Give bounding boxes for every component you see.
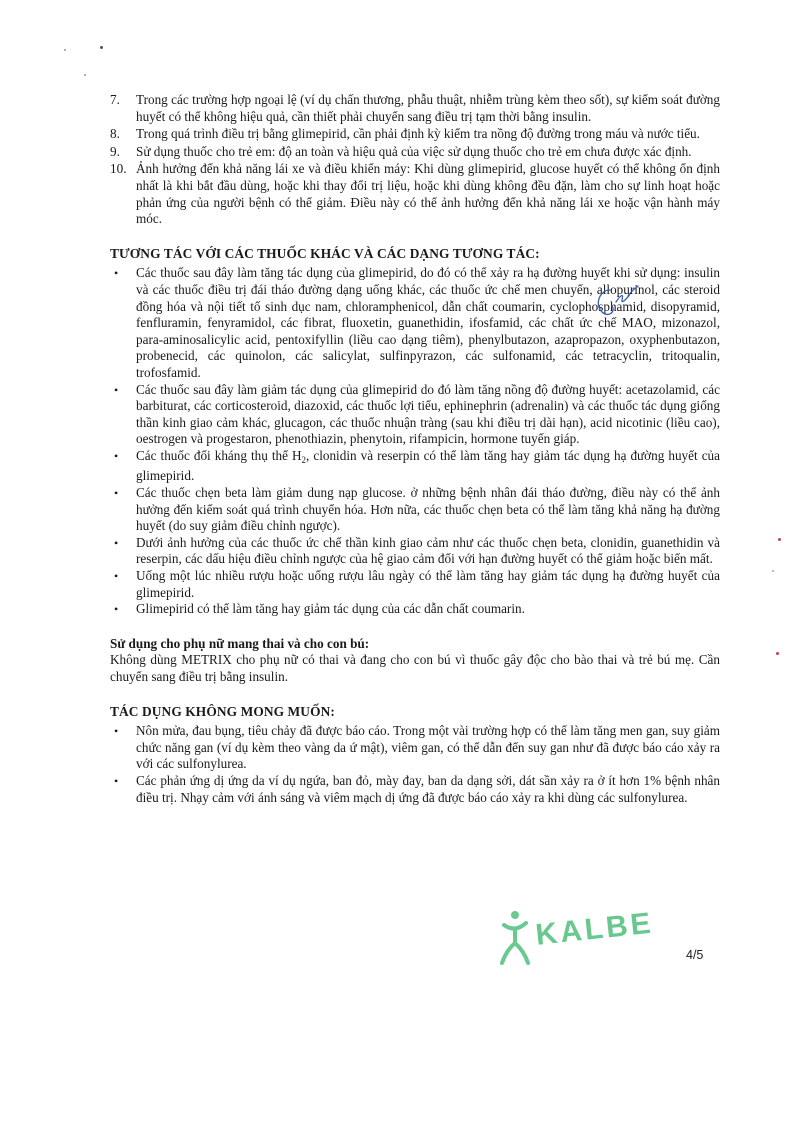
item-text: , clonidin và reserpin có thể làm tăng hay giảm tác dụng hạ đường huyết của glimepirid. xyxy=(136,447,720,484)
scan-speck xyxy=(772,570,774,572)
scan-speck xyxy=(84,74,86,76)
bullet-icon: • xyxy=(114,486,119,501)
item-text: Trong quá trình điều trị bằng glimepirid, cần phải định kỳ kiểm tra nồng độ đường trong máu và nước tiểu. xyxy=(136,126,700,142)
list-item xyxy=(110,773,720,806)
scan-speck xyxy=(776,652,779,655)
scan-speck xyxy=(64,49,66,51)
bullet-icon: • xyxy=(114,448,119,463)
item-text: Các thuốc chẹn beta làm giảm dung nạp glucose. ở những bệnh nhân đái tháo đường, điều này có thể ảnh hưởng đến kiểm soát quá trình chuyển hóa. Hơn nữa, các thuốc chẹn beta có thể làm tăng khả năng hạ đường huyết (do suy giảm điều chỉnh ngược). xyxy=(136,485,720,534)
list-item xyxy=(110,723,720,773)
item-number: 9. xyxy=(110,143,120,159)
pregnancy-heading: Sử dụng cho phụ nữ mang thai và cho con bú: xyxy=(110,635,370,651)
item-text: Glimepirid có thể làm tăng hay giảm tác dụng của các dẫn chất coumarin. xyxy=(136,601,525,617)
item-text: Các phản ứng dị ứng da ví dụ ngứa, ban đỏ, mày đay, ban da dạng sởi, dát sần xảy ra ở ít hơn 1% bệnh nhân điều trị. Nhạy cảm với ánh sáng và viêm mạch dị ứng đã được báo cáo xảy ra khi dùng các sulfonylurea. xyxy=(136,772,720,805)
bullet-icon: • xyxy=(114,382,119,397)
bullet-icon: • xyxy=(114,724,119,739)
item-text: Nôn mửa, đau bụng, tiêu chảy đã được báo cáo. Trong một vài trường hợp có thể làm tăng men gan, suy giảm chức năng gan (ví dụ kèm theo vàng da ứ mật), viêm gan, có thể dẫn đến suy gan như đã được báo cáo xảy ra với các sulfonylurea. xyxy=(136,723,720,772)
item-text: Các thuốc sau đây làm tăng tác dụng của glimepirid, do đó có thể xảy ra hạ đường huyết khi sử dụng: insulin và các thuốc điều trị đái tháo đường dạng uống khác, các thuốc ức chế men chuyển, allopurinol, các steroid đồng hóa và nội tiết tố sinh dục nam, chloramphenicol, dẫn chất coumarin, cyclophosphamid, disopyramid, fenfluramin, fenyramidol, các fibrat, fluoxetin, guanethidin, ifosfamid, các chất ức chế MAO, mizonazol, para-aminosalicylic acid, pentoxifyllin (liều cao dạng tiêm), phenylbutazon, azapropazon, oxyphenbutazon, probenecid, các quinolon, các salicylat, sulfinpyrazon, các sulfonamid, các tetracyclin, tritoqualin, trofosfamid. xyxy=(136,265,720,380)
list-item xyxy=(110,144,720,161)
subscript: 2 xyxy=(301,454,307,465)
list-item xyxy=(110,601,720,618)
item-text: Các thuốc đối kháng thụ thể H xyxy=(136,447,302,463)
kalbe-figure-icon xyxy=(498,907,532,967)
scan-speck xyxy=(778,538,781,541)
item-number: 8. xyxy=(110,126,120,142)
side-effects-heading: TÁC DỤNG KHÔNG MONG MUỐN: xyxy=(110,703,335,719)
kalbe-stamp-text: KALBE xyxy=(534,906,656,952)
list-item xyxy=(110,535,720,568)
list-item xyxy=(110,568,720,601)
pregnancy-text: Không dùng METRIX cho phụ nữ có thai và đang cho con bú vì thuốc gây độc cho bào thai và trẻ bú mẹ. Cần chuyển sang điều trị bằng insulin. xyxy=(110,652,720,684)
item-text: Ảnh hưởng đến khả năng lái xe và điều khiển máy: Khi dùng glimepirid, glucose huyết có thể không ổn định nhất là khi bắt đầu dùng, hoặc khi thay đổi trị liệu, hoặc khi dùng không đều đặn, làm cho sự linh hoạt hoặc phản ứng của người bệnh có thể giảm. Điều này có thể ảnh hưởng đến khả năng lái xe hoặc vận hành máy móc. xyxy=(136,161,720,227)
bullet-icon: • xyxy=(114,773,119,788)
item-text: Sử dụng thuốc cho trẻ em: độ an toàn và hiệu quả của việc sử dụng thuốc cho trẻ em chưa được xác định. xyxy=(136,143,692,159)
item-text: Các thuốc sau đây làm giảm tác dụng của glimepirid do đó làm tăng nồng độ đường huyết: acetazolamid, các barbiturat, các corticosteroid, diazoxid, các thuốc lợi tiểu, ephinephrin (adrenalin) và các thuốc tác dụng giống thần kinh giao cảm khác, glucagon, các thuốc nhuận tràng (sau khi điều trị dài hạn), acid nicotinic (liều cao), oestrogen và progestaron, phenothiazin, phenytoin, rifampicin, hormone tuyến giáp. xyxy=(136,381,720,447)
item-number: 10. xyxy=(110,161,127,177)
item-text: Dưới ảnh hưởng của các thuốc ức chế thần kinh giao cảm như các thuốc chẹn beta, clonidin, guanethidin và reserpin, các dấu hiệu điều chỉnh ngược của hệ giao cảm đối với hạn đường huyết có thể giảm hoặc biến mất. xyxy=(136,534,720,567)
signature-mark xyxy=(582,282,642,322)
precautions-list xyxy=(110,92,720,228)
bullet-icon: • xyxy=(114,535,119,550)
document-body xyxy=(110,92,720,806)
bullet-icon: • xyxy=(114,266,119,281)
item-number: 7. xyxy=(110,92,120,107)
list-item xyxy=(110,485,720,535)
list-item xyxy=(110,382,720,448)
bullet-icon: • xyxy=(114,569,119,584)
page-number: 4/5 xyxy=(686,948,704,962)
side-effects-list xyxy=(110,723,720,806)
bullet-icon: • xyxy=(114,602,119,617)
scan-speck xyxy=(100,46,103,49)
interactions-heading: TƯƠNG TÁC VỚI CÁC THUỐC KHÁC VÀ CÁC DẠNG TƯƠNG TÁC: xyxy=(110,245,540,261)
list-item xyxy=(110,126,720,143)
list-item xyxy=(110,92,720,125)
kalbe-stamp xyxy=(498,905,658,975)
item-text: Trong các trường hợp ngoại lệ (ví dụ chấn thương, phẫu thuật, nhiễm trùng kèm theo sốt), sự kiểm soát đường huyết có thể không hiệu quả, cần thiết phải chuyển sang điều trị tạm thời bằng insulin. xyxy=(136,92,720,124)
item-text: Uống một lúc nhiều rượu hoặc uống rượu lâu ngày có thể làm tăng hay giảm tác dụng hạ đường huyết của glimepirid. xyxy=(136,568,720,600)
list-item xyxy=(110,161,720,227)
list-item xyxy=(110,448,720,485)
